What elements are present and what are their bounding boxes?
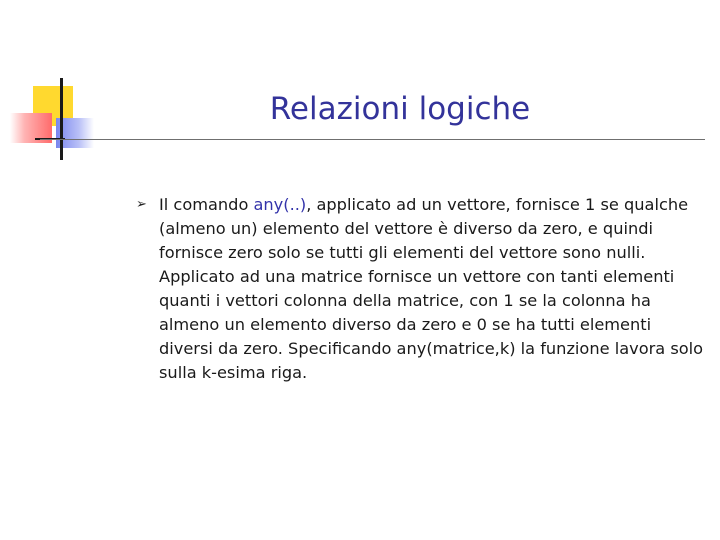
slide-content (136, 193, 706, 385)
bullet-item (136, 193, 706, 385)
logo-vertical-line (60, 78, 63, 160)
body-text-rest: , applicato ad un vettore, fornisce 1 se qualche (almeno un) elemento del vettore è diverso da zero, e quindi fornisce zero solo se tutti gli elementi del vettore sono nulli. Applicato ad una matrice fornisce un vettore con tanti elementi quanti i vettori colonna della matrice, con 1 se la colonna ha almeno un elemento diverso da zero e 0 se ha tutti elementi diversi da zero. Specificando any(matrice,k) la funzione lavora solo sulla k-esima riga. (159, 195, 704, 382)
title-divider (40, 139, 705, 140)
arrow-bullet-icon: ➢ (136, 197, 147, 212)
body-text-start: Il comando (159, 195, 254, 214)
decorative-logo (0, 0, 100, 170)
keyword-any: any(..) (253, 195, 307, 214)
bullet-text (159, 193, 706, 385)
slide-title: Relazioni logiche (269, 91, 531, 127)
